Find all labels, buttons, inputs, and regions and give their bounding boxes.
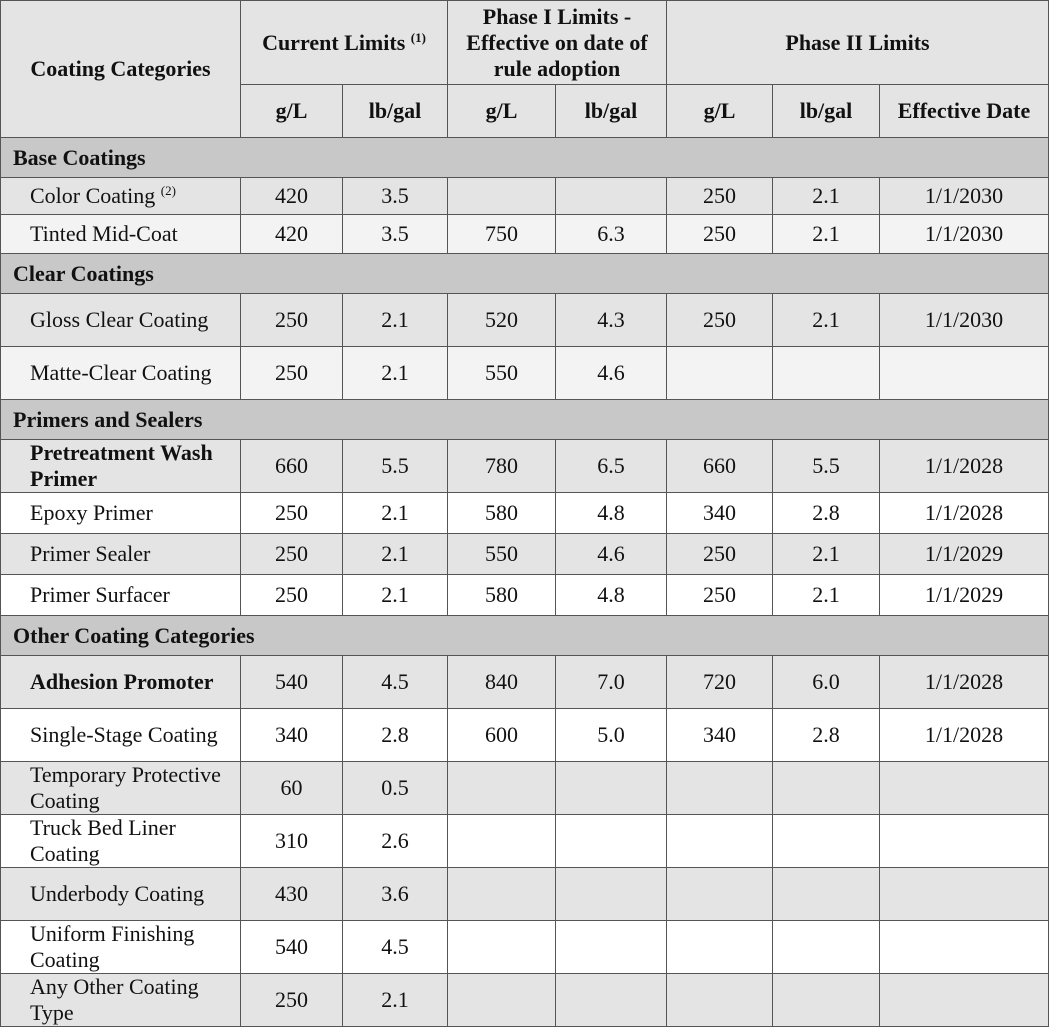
current-gl-cell: 340 bbox=[241, 709, 343, 762]
current-gl-cell: 430 bbox=[241, 868, 343, 921]
category-name-cell bbox=[1, 178, 241, 215]
current-gl-cell: 250 bbox=[241, 294, 343, 347]
phase2-lbgal-cell bbox=[773, 921, 880, 974]
current-gl-cell: 250 bbox=[241, 575, 343, 616]
table-row bbox=[1, 656, 1049, 709]
current-lbgal-cell: 2.1 bbox=[343, 575, 448, 616]
phase1-lbgal-cell: 5.0 bbox=[556, 709, 667, 762]
phase1-lbgal-cell: 4.8 bbox=[556, 575, 667, 616]
effective-date-cell: 1/1/2028 bbox=[880, 709, 1049, 762]
category-name: Single-Stage Coating bbox=[30, 722, 218, 747]
category-name: Any Other Coating Type bbox=[30, 974, 199, 1025]
table-row bbox=[1, 493, 1049, 534]
category-name-cell bbox=[1, 215, 241, 254]
section-title: Other Coating Categories bbox=[1, 616, 1049, 656]
phase1-gl-cell: 550 bbox=[448, 534, 556, 575]
phase1-lbgal-cell: 4.3 bbox=[556, 294, 667, 347]
phase1-gl-cell bbox=[448, 762, 556, 815]
current-lbgal-cell: 2.1 bbox=[343, 294, 448, 347]
current-gl-cell: 250 bbox=[241, 347, 343, 400]
current-lbgal-cell: 4.5 bbox=[343, 921, 448, 974]
category-name-cell bbox=[1, 815, 241, 868]
phase2-gl-cell: 250 bbox=[667, 294, 773, 347]
current-lbgal-cell: 2.8 bbox=[343, 709, 448, 762]
section-row bbox=[1, 138, 1049, 178]
section-title: Base Coatings bbox=[1, 138, 1049, 178]
coating-categories-header: Coating Categories bbox=[1, 1, 241, 138]
current-gl-cell: 420 bbox=[241, 178, 343, 215]
section-row bbox=[1, 400, 1049, 440]
phase1-gl-cell bbox=[448, 815, 556, 868]
phase1-gl-cell: 580 bbox=[448, 493, 556, 534]
phase2-lbgal-cell: 5.5 bbox=[773, 440, 880, 493]
effective-date-cell: 1/1/2028 bbox=[880, 440, 1049, 493]
phase1-gl-header: g/L bbox=[448, 85, 556, 138]
phase1-lbgal-cell bbox=[556, 921, 667, 974]
phase2-gl-cell: 720 bbox=[667, 656, 773, 709]
phase1-lbgal-cell: 6.5 bbox=[556, 440, 667, 493]
section-title: Clear Coatings bbox=[1, 254, 1049, 294]
phase2-limits-header: Phase II Limits bbox=[667, 1, 1049, 85]
phase2-gl-cell bbox=[667, 868, 773, 921]
effective-date-cell: 1/1/2030 bbox=[880, 178, 1049, 215]
section-title: Primers and Sealers bbox=[1, 400, 1049, 440]
phase2-lbgal-cell: 2.8 bbox=[773, 493, 880, 534]
phase1-gl-cell: 550 bbox=[448, 347, 556, 400]
phase1-lbgal-cell bbox=[556, 974, 667, 1027]
category-name: Primer Surfacer bbox=[30, 582, 170, 607]
current-gl-cell: 540 bbox=[241, 656, 343, 709]
phase1-lbgal-cell: 6.3 bbox=[556, 215, 667, 254]
phase2-gl-cell: 250 bbox=[667, 215, 773, 254]
phase2-gl-cell bbox=[667, 347, 773, 400]
effective-date-cell bbox=[880, 762, 1049, 815]
category-name-cell bbox=[1, 762, 241, 815]
table-row bbox=[1, 294, 1049, 347]
category-name: Pretreatment Wash Primer bbox=[30, 440, 213, 491]
phase2-lbgal-cell bbox=[773, 347, 880, 400]
phase1-lbgal-cell bbox=[556, 868, 667, 921]
current-gl-cell: 310 bbox=[241, 815, 343, 868]
effective-date-cell bbox=[880, 347, 1049, 400]
phase2-lbgal-cell: 2.8 bbox=[773, 709, 880, 762]
current-gl-cell: 250 bbox=[241, 493, 343, 534]
current-lbgal-cell: 3.5 bbox=[343, 215, 448, 254]
table-row bbox=[1, 178, 1049, 215]
table-row bbox=[1, 575, 1049, 616]
phase1-gl-cell: 520 bbox=[448, 294, 556, 347]
category-name: Matte-Clear Coating bbox=[30, 360, 212, 385]
phase1-gl-cell: 580 bbox=[448, 575, 556, 616]
phase2-gl-cell bbox=[667, 921, 773, 974]
effective-date-cell bbox=[880, 974, 1049, 1027]
phase2-gl-cell: 250 bbox=[667, 534, 773, 575]
phase2-gl-header: g/L bbox=[667, 85, 773, 138]
phase1-lbgal-cell: 7.0 bbox=[556, 656, 667, 709]
table-row bbox=[1, 762, 1049, 815]
phase2-gl-cell: 340 bbox=[667, 493, 773, 534]
table-row bbox=[1, 215, 1049, 254]
effective-date-header: Effective Date bbox=[880, 85, 1049, 138]
current-lbgal-cell: 2.6 bbox=[343, 815, 448, 868]
current-gl-cell: 250 bbox=[241, 974, 343, 1027]
phase2-lbgal-cell: 2.1 bbox=[773, 215, 880, 254]
current-lbgal-cell: 3.6 bbox=[343, 868, 448, 921]
current-limits-header bbox=[241, 1, 448, 85]
current-limits-label: Current Limits bbox=[262, 29, 406, 55]
category-name: Adhesion Promoter bbox=[30, 669, 214, 694]
phase1-gl-cell bbox=[448, 178, 556, 215]
category-name-cell bbox=[1, 656, 241, 709]
category-name-cell bbox=[1, 294, 241, 347]
current-lbgal-cell: 2.1 bbox=[343, 493, 448, 534]
phase1-lbgal-cell: 4.6 bbox=[556, 534, 667, 575]
table-row bbox=[1, 868, 1049, 921]
current-lbgal-cell: 2.1 bbox=[343, 534, 448, 575]
category-name: Uniform Finishing Coating bbox=[30, 921, 195, 972]
section-row bbox=[1, 616, 1049, 656]
phase2-lbgal-cell: 6.0 bbox=[773, 656, 880, 709]
table-row bbox=[1, 440, 1049, 493]
phase2-lbgal-cell: 2.1 bbox=[773, 178, 880, 215]
footnote-marker: (2) bbox=[160, 183, 176, 198]
effective-date-cell: 1/1/2028 bbox=[880, 656, 1049, 709]
table-row bbox=[1, 974, 1049, 1027]
current-limits-footnote: (1) bbox=[410, 29, 426, 45]
table-row bbox=[1, 709, 1049, 762]
phase1-lbgal-cell bbox=[556, 178, 667, 215]
phase1-gl-cell bbox=[448, 974, 556, 1027]
category-name-cell bbox=[1, 534, 241, 575]
current-gl-cell: 60 bbox=[241, 762, 343, 815]
phase1-gl-cell: 750 bbox=[448, 215, 556, 254]
effective-date-cell: 1/1/2030 bbox=[880, 215, 1049, 254]
phase2-lbgal-cell: 2.1 bbox=[773, 294, 880, 347]
effective-date-cell: 1/1/2029 bbox=[880, 575, 1049, 616]
phase2-lbgal-cell bbox=[773, 815, 880, 868]
category-name-cell bbox=[1, 493, 241, 534]
table-row bbox=[1, 534, 1049, 575]
category-name: Truck Bed Liner Coating bbox=[30, 815, 176, 866]
phase1-gl-cell: 840 bbox=[448, 656, 556, 709]
effective-date-cell bbox=[880, 815, 1049, 868]
effective-date-cell: 1/1/2029 bbox=[880, 534, 1049, 575]
current-gl-cell: 540 bbox=[241, 921, 343, 974]
header-row-top bbox=[1, 1, 1049, 85]
current-lbgal-cell: 4.5 bbox=[343, 656, 448, 709]
phase2-gl-cell bbox=[667, 974, 773, 1027]
category-name: Primer Sealer bbox=[30, 541, 151, 566]
phase2-gl-cell: 250 bbox=[667, 575, 773, 616]
category-name: Color Coating bbox=[30, 183, 156, 208]
phase1-lbgal-cell bbox=[556, 815, 667, 868]
phase1-lbgal-header: lb/gal bbox=[556, 85, 667, 138]
phase1-limits-header: Phase I Limits - Effective on date of rule adoption bbox=[448, 1, 667, 85]
category-name: Temporary Protective Coating bbox=[30, 762, 221, 813]
effective-date-cell: 1/1/2028 bbox=[880, 493, 1049, 534]
category-name: Gloss Clear Coating bbox=[30, 307, 209, 332]
phase2-gl-cell: 250 bbox=[667, 178, 773, 215]
phase2-gl-cell bbox=[667, 815, 773, 868]
category-name-cell bbox=[1, 921, 241, 974]
category-name: Underbody Coating bbox=[30, 881, 205, 906]
category-name-cell bbox=[1, 347, 241, 400]
current-lbgal-cell: 2.1 bbox=[343, 974, 448, 1027]
current-lbgal-header: lb/gal bbox=[343, 85, 448, 138]
category-name-cell bbox=[1, 575, 241, 616]
effective-date-cell bbox=[880, 868, 1049, 921]
effective-date-cell: 1/1/2030 bbox=[880, 294, 1049, 347]
phase2-lbgal-header: lb/gal bbox=[773, 85, 880, 138]
phase1-gl-cell: 780 bbox=[448, 440, 556, 493]
current-lbgal-cell: 2.1 bbox=[343, 347, 448, 400]
category-name: Tinted Mid-Coat bbox=[30, 221, 178, 246]
category-name: Epoxy Primer bbox=[30, 500, 153, 525]
current-lbgal-cell: 5.5 bbox=[343, 440, 448, 493]
phase2-gl-cell: 340 bbox=[667, 709, 773, 762]
phase2-lbgal-cell bbox=[773, 974, 880, 1027]
category-name-cell bbox=[1, 868, 241, 921]
category-name-cell bbox=[1, 440, 241, 493]
section-row bbox=[1, 254, 1049, 294]
current-lbgal-cell: 0.5 bbox=[343, 762, 448, 815]
current-gl-cell: 660 bbox=[241, 440, 343, 493]
phase2-lbgal-cell bbox=[773, 868, 880, 921]
current-gl-header: g/L bbox=[241, 85, 343, 138]
phase2-gl-cell: 660 bbox=[667, 440, 773, 493]
effective-date-cell bbox=[880, 921, 1049, 974]
phase2-lbgal-cell: 2.1 bbox=[773, 575, 880, 616]
table-row bbox=[1, 921, 1049, 974]
phase1-lbgal-cell: 4.8 bbox=[556, 493, 667, 534]
phase2-lbgal-cell bbox=[773, 762, 880, 815]
phase1-lbgal-cell: 4.6 bbox=[556, 347, 667, 400]
category-name-cell bbox=[1, 974, 241, 1027]
category-name-cell bbox=[1, 709, 241, 762]
phase2-lbgal-cell: 2.1 bbox=[773, 534, 880, 575]
phase1-gl-cell bbox=[448, 868, 556, 921]
phase1-lbgal-cell bbox=[556, 762, 667, 815]
current-gl-cell: 250 bbox=[241, 534, 343, 575]
current-gl-cell: 420 bbox=[241, 215, 343, 254]
current-lbgal-cell: 3.5 bbox=[343, 178, 448, 215]
phase1-gl-cell bbox=[448, 921, 556, 974]
table-row bbox=[1, 347, 1049, 400]
table-row bbox=[1, 815, 1049, 868]
phase2-gl-cell bbox=[667, 762, 773, 815]
table-body bbox=[1, 138, 1049, 1027]
phase1-gl-cell: 600 bbox=[448, 709, 556, 762]
